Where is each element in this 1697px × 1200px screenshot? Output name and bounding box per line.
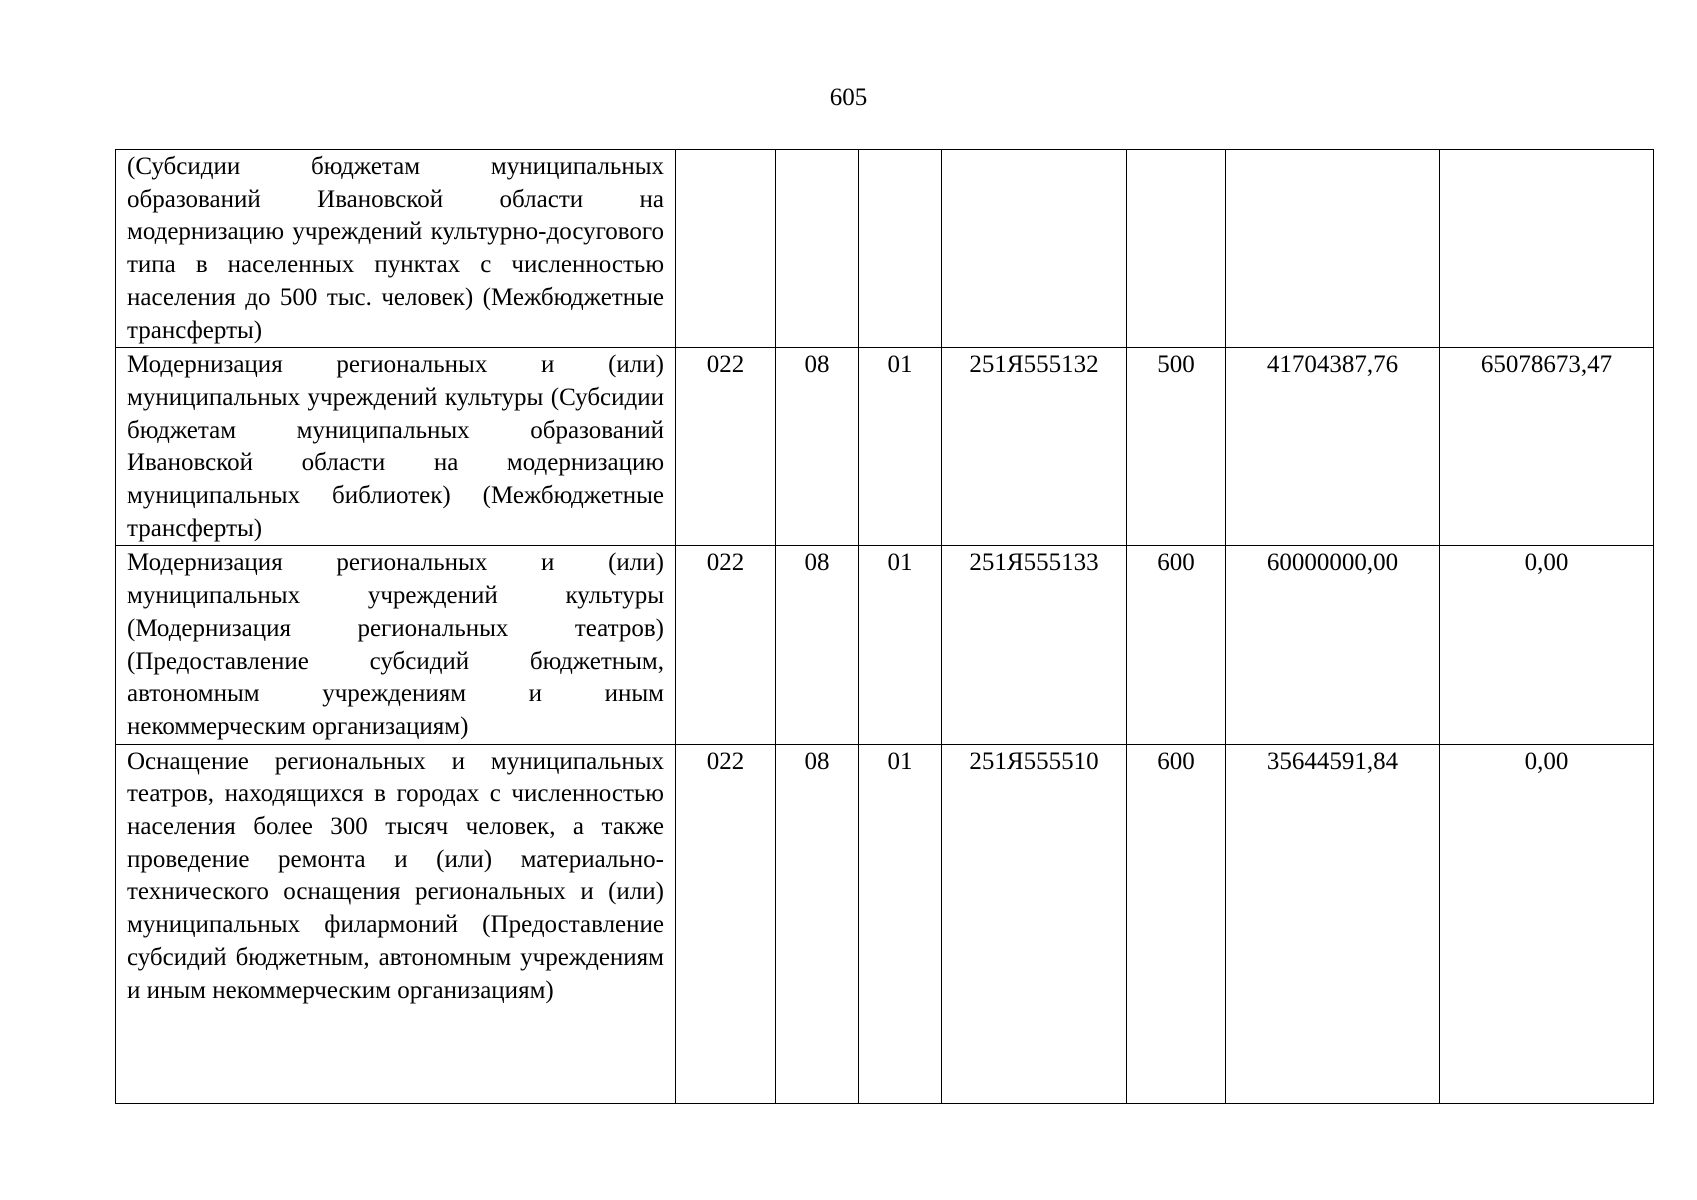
amount-year-2: 0,00 xyxy=(1440,546,1654,744)
subsection-code: 01 xyxy=(859,348,942,546)
row-description: Модернизация региональных и (или) муниципальных учреждений культуры (Модернизация региональных театров) (Предоставление субсидий бюджетным, автономным учреждениям и иным некоммерческим организациям) xyxy=(116,546,676,744)
amount-year-2 xyxy=(1440,150,1654,348)
row-description: Оснащение региональных и муниципальных театров, находящихся в городах с численностью населения более 300 тысяч человек, а также проведение ремонта и (или) материально-технического оснащения региональных и (или) муниципальных филармоний (Предоставление субсидий бюджетным, автономным учреждениям и иным некоммерческим организациям) xyxy=(116,744,676,1103)
amount-year-1: 60000000,00 xyxy=(1226,546,1440,744)
expense-type-code: 500 xyxy=(1127,348,1226,546)
subsection-code xyxy=(859,150,942,348)
section-code: 08 xyxy=(776,546,859,744)
target-article-code: 251Я555132 xyxy=(942,348,1127,546)
subsection-code: 01 xyxy=(859,744,942,1103)
ministry-code: 022 xyxy=(676,348,776,546)
row-description: (Субсидии бюджетам муниципальных образований Ивановской области на модернизацию учреждений культурно-досугового типа в населенных пунктах с численностью населения до 500 тыс. человек) (Межбюджетные трансферты) xyxy=(116,150,676,348)
page-number: 605 xyxy=(829,84,868,111)
section-code xyxy=(776,150,859,348)
table-row xyxy=(116,546,1654,744)
amount-year-2: 65078673,47 xyxy=(1440,348,1654,546)
expense-type-code xyxy=(1127,150,1226,348)
ministry-code: 022 xyxy=(676,744,776,1103)
amount-year-1: 41704387,76 xyxy=(1226,348,1440,546)
ministry-code xyxy=(676,150,776,348)
target-article-code: 251Я555133 xyxy=(942,546,1127,744)
amount-year-1 xyxy=(1226,150,1440,348)
table-row xyxy=(116,348,1654,546)
amount-year-1: 35644591,84 xyxy=(1226,744,1440,1103)
table-row xyxy=(116,150,1654,348)
expense-type-code: 600 xyxy=(1127,744,1226,1103)
subsection-code: 01 xyxy=(859,546,942,744)
section-code: 08 xyxy=(776,348,859,546)
amount-year-2: 0,00 xyxy=(1440,744,1654,1103)
target-article-code: 251Я555510 xyxy=(942,744,1127,1103)
ministry-code: 022 xyxy=(676,546,776,744)
expense-type-code: 600 xyxy=(1127,546,1226,744)
table-row xyxy=(116,744,1654,1103)
target-article-code xyxy=(942,150,1127,348)
budget-table xyxy=(115,149,1654,1104)
row-description: Модернизация региональных и (или) муниципальных учреждений культуры (Субсидии бюджетам муниципальных образований Ивановской области на модернизацию муниципальных библиотек) (Межбюджетные трансферты) xyxy=(116,348,676,546)
section-code: 08 xyxy=(776,744,859,1103)
